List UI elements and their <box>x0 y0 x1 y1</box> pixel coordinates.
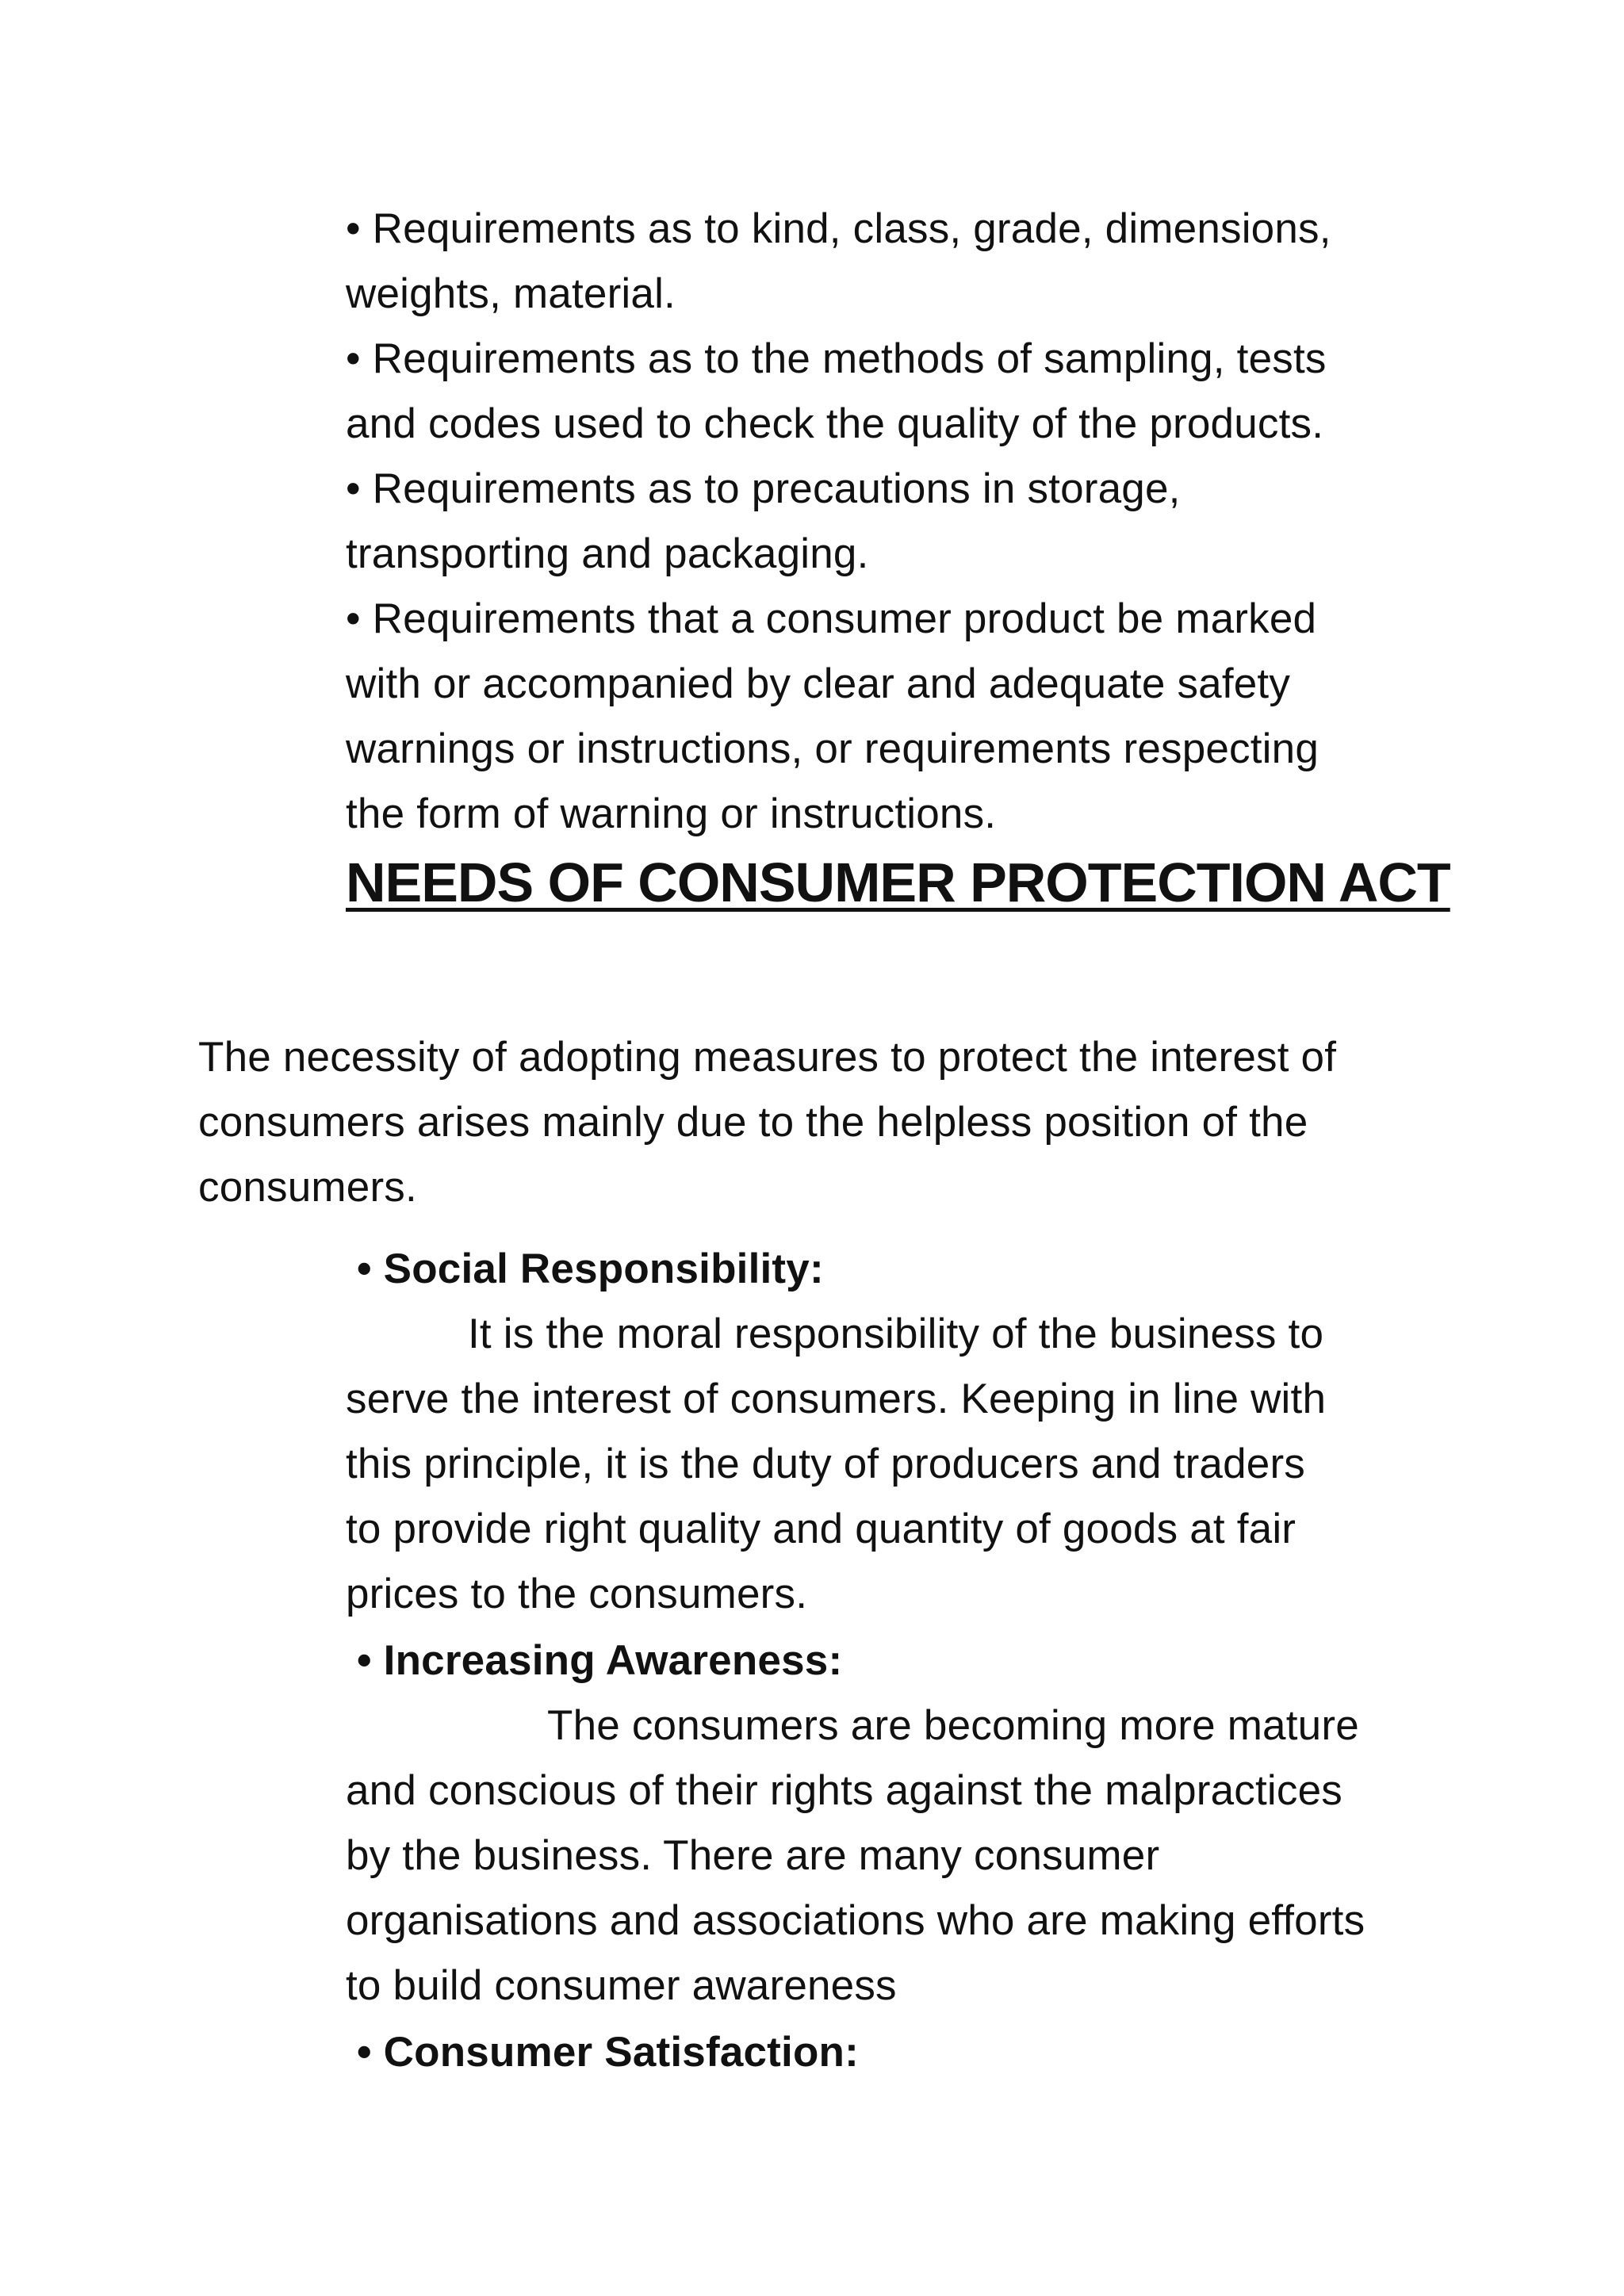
paragraph-line: The necessity of adopting measures to protect the interest of <box>198 1034 1337 1081</box>
paragraph-line: organisations and associations who are making efforts <box>346 1897 1365 1944</box>
list-item-line: • Requirements as to precautions in storage, <box>346 465 1181 512</box>
section-heading: NEEDS OF CONSUMER PROTECTION ACT <box>346 851 1450 913</box>
list-item-line: • Requirements that a consumer product be marked <box>346 595 1317 642</box>
need-title: • Social Responsibility: <box>357 1246 824 1292</box>
paragraph-line: prices to the consumers. <box>346 1571 808 1617</box>
paragraph-line: and conscious of their rights against the malpractices <box>346 1767 1342 1814</box>
paragraph-line: this principle, it is the duty of producers and traders <box>346 1441 1305 1487</box>
paragraph-line: consumers. <box>198 1164 417 1211</box>
list-item-line: the form of warning or instructions. <box>346 790 997 837</box>
paragraph-line: consumers arises mainly due to the helpless position of the <box>198 1099 1308 1146</box>
list-item-line: • Requirements as to kind, class, grade, dimensions, <box>346 205 1331 252</box>
paragraph-line: to provide right quality and quantity of goods at fair <box>346 1506 1297 1552</box>
paragraph-line: It is the moral responsibility of the business to <box>468 1311 1324 1357</box>
paragraph-line: The consumers are becoming more mature <box>547 1702 1359 1749</box>
list-item-line: and codes used to check the quality of the products. <box>346 400 1324 447</box>
list-item-line: • Requirements as to the methods of sampling, tests <box>346 335 1327 382</box>
list-item-line: transporting and packaging. <box>346 530 869 577</box>
paragraph-line: to build consumer awareness <box>346 1962 897 2009</box>
paragraph-line: serve the interest of consumers. Keeping in line with <box>346 1376 1327 1422</box>
list-item-line: weights, material. <box>346 270 676 317</box>
paragraph-line: by the business. There are many consumer <box>346 1832 1160 1879</box>
list-item-line: with or accompanied by clear and adequate safety <box>346 660 1291 707</box>
need-title: • Increasing Awareness: <box>357 1637 843 1684</box>
list-item-line: warnings or instructions, or requirements respecting <box>346 725 1319 772</box>
need-title: • Consumer Satisfaction: <box>357 2029 859 2076</box>
